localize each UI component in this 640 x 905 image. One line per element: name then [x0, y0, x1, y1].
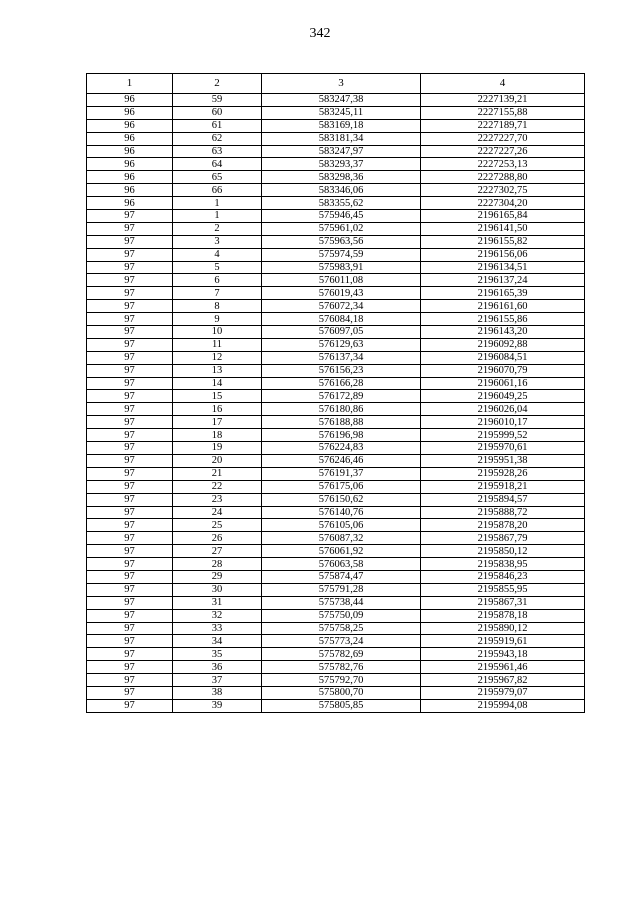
- table-row: [87, 583, 585, 596]
- table-cell: 2196049,25: [421, 390, 585, 403]
- table-cell: 2195846,23: [421, 570, 585, 583]
- table-cell: 96: [87, 132, 173, 145]
- table-cell: 97: [87, 351, 173, 364]
- table-cell: 2195961,46: [421, 661, 585, 674]
- table-cell: 2196137,24: [421, 274, 585, 287]
- table-cell: 19: [173, 442, 262, 455]
- table-cell: 5: [173, 261, 262, 274]
- table-cell: 575758,25: [262, 622, 421, 635]
- table-row: [87, 622, 585, 635]
- table-cell: 97: [87, 545, 173, 558]
- table-cell: 583169,18: [262, 119, 421, 132]
- table-row: [87, 429, 585, 442]
- table-cell: 97: [87, 416, 173, 429]
- table-cell: 576061,92: [262, 545, 421, 558]
- table-cell: 2195867,79: [421, 532, 585, 545]
- table-cell: 575800,70: [262, 686, 421, 699]
- table-row: [87, 609, 585, 622]
- column-header: 2: [173, 74, 262, 94]
- table-cell: 9: [173, 313, 262, 326]
- table-cell: 63: [173, 145, 262, 158]
- table-cell: 66: [173, 184, 262, 197]
- table-cell: 97: [87, 686, 173, 699]
- table-cell: 576224,83: [262, 442, 421, 455]
- table-cell: 2195919,61: [421, 635, 585, 648]
- column-header: 4: [421, 74, 585, 94]
- table-cell: 2196134,51: [421, 261, 585, 274]
- table-row: [87, 377, 585, 390]
- table-body: [87, 94, 585, 713]
- table-row: [87, 519, 585, 532]
- table-cell: 2195994,08: [421, 699, 585, 712]
- table-cell: 97: [87, 338, 173, 351]
- table-cell: 96: [87, 94, 173, 107]
- table-cell: 34: [173, 635, 262, 648]
- table-row: [87, 184, 585, 197]
- table-cell: 4: [173, 248, 262, 261]
- table-cell: 97: [87, 248, 173, 261]
- table-cell: 97: [87, 261, 173, 274]
- table-row: [87, 313, 585, 326]
- table-cell: 61: [173, 119, 262, 132]
- table-cell: 97: [87, 532, 173, 545]
- table-cell: 12: [173, 351, 262, 364]
- table-cell: 2196061,16: [421, 377, 585, 390]
- table-cell: 97: [87, 583, 173, 596]
- table-cell: 576097,05: [262, 326, 421, 339]
- table-cell: 97: [87, 609, 173, 622]
- table-row: [87, 326, 585, 339]
- table-cell: 97: [87, 287, 173, 300]
- table-cell: 97: [87, 493, 173, 506]
- table-cell: 96: [87, 119, 173, 132]
- table-cell: 97: [87, 403, 173, 416]
- table-cell: 2195943,18: [421, 648, 585, 661]
- table-cell: 575983,91: [262, 261, 421, 274]
- table-cell: 2196155,82: [421, 235, 585, 248]
- column-header: 1: [87, 74, 173, 94]
- table-cell: 1: [173, 210, 262, 223]
- table-cell: 39: [173, 699, 262, 712]
- table-row: [87, 454, 585, 467]
- table-cell: 2227253,13: [421, 158, 585, 171]
- table-cell: 2195890,12: [421, 622, 585, 635]
- table-cell: 1: [173, 197, 262, 210]
- table-cell: 2195951,38: [421, 454, 585, 467]
- table-row: [87, 699, 585, 712]
- table-cell: 576191,37: [262, 467, 421, 480]
- table-cell: 14: [173, 377, 262, 390]
- table-cell: 13: [173, 364, 262, 377]
- table-row: [87, 197, 585, 210]
- table-row: [87, 558, 585, 571]
- table-cell: 2195999,52: [421, 429, 585, 442]
- table-row: [87, 94, 585, 107]
- table-cell: 2227155,88: [421, 106, 585, 119]
- table-cell: 26: [173, 532, 262, 545]
- table-cell: 2196141,50: [421, 222, 585, 235]
- table-row: [87, 467, 585, 480]
- table-cell: 10: [173, 326, 262, 339]
- table-cell: 575791,28: [262, 583, 421, 596]
- table-cell: 576246,46: [262, 454, 421, 467]
- table-cell: 575782,69: [262, 648, 421, 661]
- table-row: [87, 106, 585, 119]
- table-cell: 96: [87, 145, 173, 158]
- table-cell: 97: [87, 570, 173, 583]
- table-cell: 576140,76: [262, 506, 421, 519]
- table-cell: 576196,98: [262, 429, 421, 442]
- table-cell: 583293,37: [262, 158, 421, 171]
- table-cell: 2227227,70: [421, 132, 585, 145]
- table-cell: 576105,06: [262, 519, 421, 532]
- table-cell: 97: [87, 377, 173, 390]
- table-cell: 24: [173, 506, 262, 519]
- table-row: [87, 480, 585, 493]
- table-cell: 575738,44: [262, 596, 421, 609]
- table-row: [87, 248, 585, 261]
- table-cell: 60: [173, 106, 262, 119]
- table-row: [87, 171, 585, 184]
- table-cell: 576084,18: [262, 313, 421, 326]
- table-cell: 97: [87, 635, 173, 648]
- table-cell: 59: [173, 94, 262, 107]
- table-row: [87, 506, 585, 519]
- table-cell: 2196156,06: [421, 248, 585, 261]
- table-row: [87, 364, 585, 377]
- column-header: 3: [262, 74, 421, 94]
- table-cell: 96: [87, 197, 173, 210]
- table-cell: 97: [87, 326, 173, 339]
- table-cell: 17: [173, 416, 262, 429]
- table-cell: 97: [87, 506, 173, 519]
- table-cell: 97: [87, 274, 173, 287]
- table-row: [87, 661, 585, 674]
- table-cell: 29: [173, 570, 262, 583]
- table-cell: 583245,11: [262, 106, 421, 119]
- table-cell: 2196155,86: [421, 313, 585, 326]
- table-cell: 2196084,51: [421, 351, 585, 364]
- table-row: [87, 338, 585, 351]
- table-cell: 576011,08: [262, 274, 421, 287]
- table-cell: 576175,06: [262, 480, 421, 493]
- table-cell: 576188,88: [262, 416, 421, 429]
- table-cell: 2195878,18: [421, 609, 585, 622]
- table-cell: 576129,63: [262, 338, 421, 351]
- table-cell: 8: [173, 300, 262, 313]
- table-row: [87, 274, 585, 287]
- table-row: [87, 235, 585, 248]
- page-number: 342: [309, 26, 331, 41]
- table-cell: 2196070,79: [421, 364, 585, 377]
- table-row: [87, 648, 585, 661]
- table-cell: 97: [87, 558, 173, 571]
- table-cell: 96: [87, 171, 173, 184]
- table-cell: 2227189,71: [421, 119, 585, 132]
- table-cell: 28: [173, 558, 262, 571]
- table-cell: 583247,97: [262, 145, 421, 158]
- table-cell: 583355,62: [262, 197, 421, 210]
- table-cell: 22: [173, 480, 262, 493]
- table-cell: 97: [87, 622, 173, 635]
- table-cell: 21: [173, 467, 262, 480]
- table-cell: 575782,76: [262, 661, 421, 674]
- table-row: [87, 570, 585, 583]
- table-cell: 6: [173, 274, 262, 287]
- table-cell: 2196161,60: [421, 300, 585, 313]
- table-cell: 2195970,61: [421, 442, 585, 455]
- table-row: [87, 261, 585, 274]
- table-cell: 97: [87, 442, 173, 455]
- table-cell: 576172,89: [262, 390, 421, 403]
- table-cell: 583346,06: [262, 184, 421, 197]
- table-cell: 11: [173, 338, 262, 351]
- table-cell: 30: [173, 583, 262, 596]
- table-cell: 575974,59: [262, 248, 421, 261]
- table-cell: 64: [173, 158, 262, 171]
- table-cell: 575874,47: [262, 570, 421, 583]
- table-cell: 2195928,26: [421, 467, 585, 480]
- table-cell: 97: [87, 454, 173, 467]
- table-row: [87, 351, 585, 364]
- table-cell: 2: [173, 222, 262, 235]
- table-cell: 575792,70: [262, 674, 421, 687]
- table-cell: 27: [173, 545, 262, 558]
- table-cell: 576156,23: [262, 364, 421, 377]
- table-cell: 576087,32: [262, 532, 421, 545]
- table-cell: 97: [87, 648, 173, 661]
- table-row: [87, 132, 585, 145]
- table-cell: 2195888,72: [421, 506, 585, 519]
- table-row: [87, 545, 585, 558]
- table-cell: 97: [87, 235, 173, 248]
- table-cell: 65: [173, 171, 262, 184]
- table-cell: 2195867,31: [421, 596, 585, 609]
- table-cell: 35: [173, 648, 262, 661]
- table-cell: 575750,09: [262, 609, 421, 622]
- table-cell: 2227139,21: [421, 94, 585, 107]
- table-row: [87, 635, 585, 648]
- table-row: [87, 300, 585, 313]
- table-header-row: [87, 74, 585, 94]
- table-cell: 575961,02: [262, 222, 421, 235]
- table-cell: 96: [87, 184, 173, 197]
- table-cell: 2196092,88: [421, 338, 585, 351]
- table-row: [87, 416, 585, 429]
- table-cell: 576180,86: [262, 403, 421, 416]
- table-cell: 97: [87, 429, 173, 442]
- table-cell: 16: [173, 403, 262, 416]
- table-cell: 25: [173, 519, 262, 532]
- table-cell: 2195979,07: [421, 686, 585, 699]
- table-cell: 576166,28: [262, 377, 421, 390]
- table-row: [87, 442, 585, 455]
- table-cell: 97: [87, 674, 173, 687]
- table-row: [87, 287, 585, 300]
- table-cell: 97: [87, 210, 173, 223]
- table-cell: 576137,34: [262, 351, 421, 364]
- table-cell: 23: [173, 493, 262, 506]
- table-cell: 576072,34: [262, 300, 421, 313]
- table-cell: 96: [87, 106, 173, 119]
- table-cell: 2196165,84: [421, 210, 585, 223]
- table-cell: 2195894,57: [421, 493, 585, 506]
- table-cell: 97: [87, 222, 173, 235]
- table-cell: 575773,24: [262, 635, 421, 648]
- table-row: [87, 596, 585, 609]
- table-cell: 576019,43: [262, 287, 421, 300]
- table-cell: 7: [173, 287, 262, 300]
- table-cell: 583181,34: [262, 132, 421, 145]
- table-row: [87, 222, 585, 235]
- table-cell: 33: [173, 622, 262, 635]
- table-cell: 2196165,39: [421, 287, 585, 300]
- table-row: [87, 686, 585, 699]
- table-row: [87, 210, 585, 223]
- table-cell: 2195850,12: [421, 545, 585, 558]
- table-cell: 36: [173, 661, 262, 674]
- table-cell: 575805,85: [262, 699, 421, 712]
- table-cell: 583298,36: [262, 171, 421, 184]
- table-row: [87, 493, 585, 506]
- table-cell: 97: [87, 661, 173, 674]
- table-cell: 576150,62: [262, 493, 421, 506]
- table-cell: 2195918,21: [421, 480, 585, 493]
- table-cell: 31: [173, 596, 262, 609]
- table-row: [87, 145, 585, 158]
- table-cell: 2195967,82: [421, 674, 585, 687]
- table-cell: 2227304,20: [421, 197, 585, 210]
- table-cell: 38: [173, 686, 262, 699]
- table-cell: 62: [173, 132, 262, 145]
- table-cell: 2227288,80: [421, 171, 585, 184]
- table-cell: 3: [173, 235, 262, 248]
- table-cell: 2227227,26: [421, 145, 585, 158]
- table-cell: 583247,38: [262, 94, 421, 107]
- table-cell: 18: [173, 429, 262, 442]
- table-cell: 576063,58: [262, 558, 421, 571]
- table-cell: 97: [87, 313, 173, 326]
- table-cell: 37: [173, 674, 262, 687]
- table-cell: 97: [87, 596, 173, 609]
- table-cell: 32: [173, 609, 262, 622]
- table-row: [87, 532, 585, 545]
- table-cell: 2195878,20: [421, 519, 585, 532]
- table-cell: 97: [87, 519, 173, 532]
- table-cell: 20: [173, 454, 262, 467]
- table-row: [87, 119, 585, 132]
- table-cell: 2195838,95: [421, 558, 585, 571]
- table-cell: 97: [87, 699, 173, 712]
- table-cell: 575946,45: [262, 210, 421, 223]
- coordinates-table: [86, 73, 585, 713]
- table-row: [87, 390, 585, 403]
- table-cell: 97: [87, 480, 173, 493]
- table-cell: 97: [87, 467, 173, 480]
- table-row: [87, 158, 585, 171]
- table-cell: 2196026,04: [421, 403, 585, 416]
- table-cell: 2195855,95: [421, 583, 585, 596]
- table-cell: 96: [87, 158, 173, 171]
- table-cell: 97: [87, 390, 173, 403]
- table-row: [87, 403, 585, 416]
- table-cell: 575963,56: [262, 235, 421, 248]
- table-cell: 97: [87, 300, 173, 313]
- table-cell: 2196010,17: [421, 416, 585, 429]
- table-cell: 97: [87, 364, 173, 377]
- table-cell: 15: [173, 390, 262, 403]
- table-cell: 2227302,75: [421, 184, 585, 197]
- table-row: [87, 674, 585, 687]
- table-cell: 2196143,20: [421, 326, 585, 339]
